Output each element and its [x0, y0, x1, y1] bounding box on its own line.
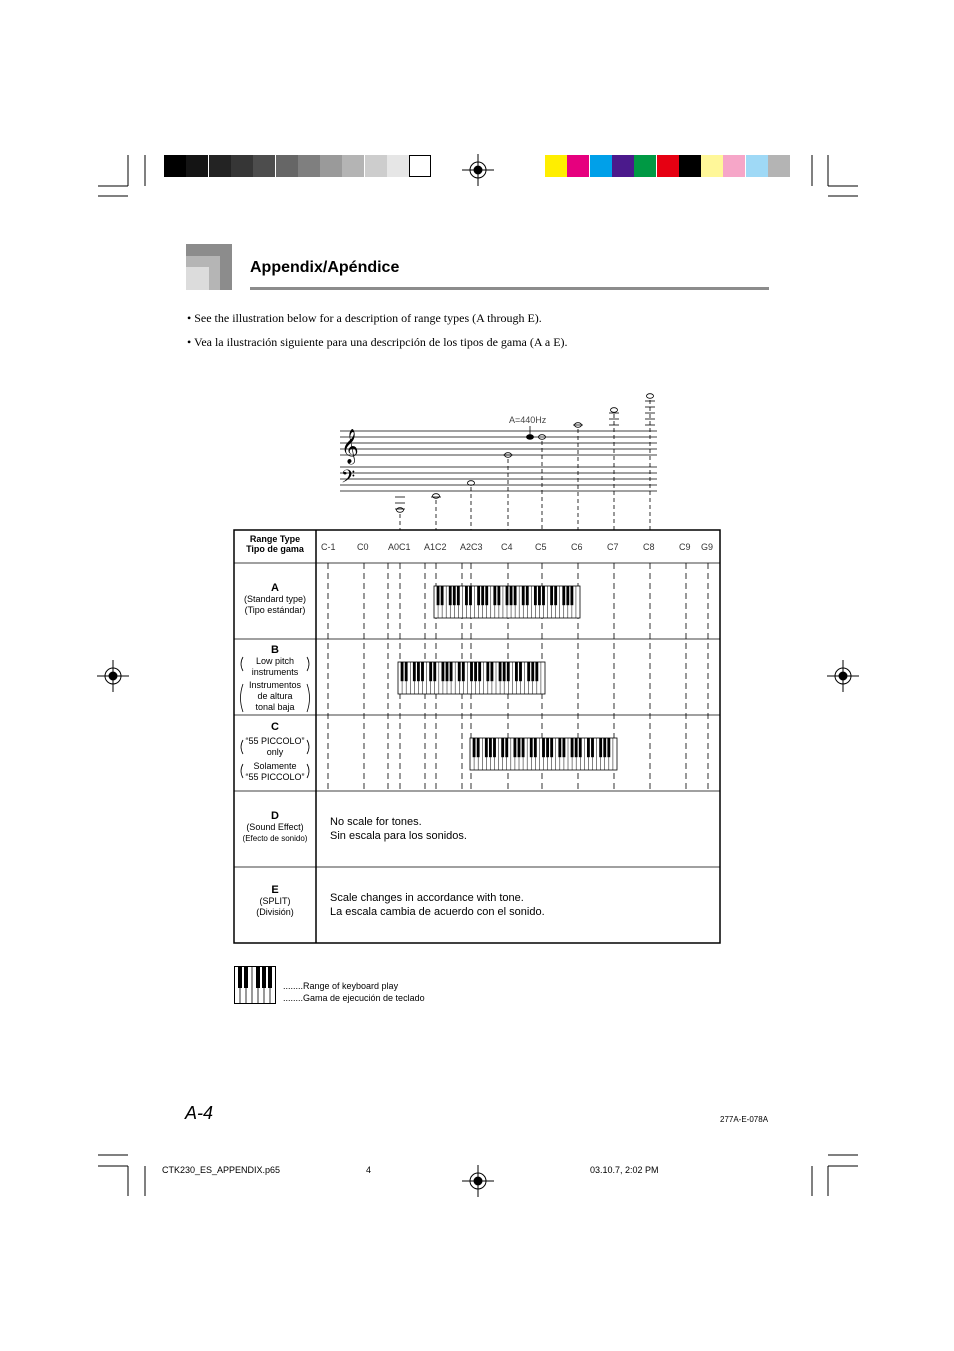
note-label: C6: [571, 542, 583, 552]
page-number: A-4: [185, 1103, 214, 1123]
keyboard-range: [470, 738, 617, 770]
row-b-sub-5: tonal baja: [255, 702, 295, 712]
color-swatch: [545, 155, 567, 177]
keyboard-range: [434, 586, 580, 618]
legend-line-1: ........Range of keyboard play: [283, 981, 399, 991]
row-c-sub-1: “55 PICCOLO”: [245, 736, 305, 746]
registration-mark-bottom: [462, 1165, 494, 1197]
color-swatch: [186, 155, 208, 177]
note-label: C9: [679, 542, 691, 552]
color-swatch: [231, 155, 253, 177]
row-c-sub-3: Solamente: [253, 761, 297, 771]
registration-mark-right: [827, 660, 859, 692]
note-label: G9: [701, 542, 714, 552]
color-swatch: [679, 155, 701, 177]
note-label: A2C3: [460, 542, 483, 552]
row-label-e: [234, 884, 316, 918]
treble-clef-icon: 𝄞: [341, 429, 359, 464]
table-header-range-type: [234, 534, 316, 554]
color-swatch: [590, 155, 612, 177]
color-swatch: [723, 155, 745, 177]
row-b-letter: B: [271, 644, 279, 656]
note-label: C5: [535, 542, 547, 552]
color-swatch: [276, 155, 298, 177]
row-e-sub-1: (SPLIT): [259, 896, 291, 906]
keyboard-range: [398, 662, 545, 694]
row-b-sub-2: instruments: [251, 667, 299, 677]
color-swatch: [320, 155, 342, 177]
color-swatch: [746, 155, 768, 177]
row-c-sub-2: only: [266, 747, 284, 757]
note-label: C-1: [321, 542, 336, 552]
color-swatch: [209, 155, 231, 177]
registration-mark-left: [97, 660, 129, 692]
color-swatch: [612, 155, 634, 177]
row-b-sub-1: Low pitch: [255, 656, 295, 666]
color-swatch: [365, 155, 387, 177]
color-swatch: [342, 155, 364, 177]
registration-mark-top: [462, 154, 494, 186]
color-swatch: [253, 155, 275, 177]
note-label: A0C1: [388, 542, 411, 552]
legend-keyboard-icon: [234, 966, 276, 1004]
header-line-1: Range Type: [249, 534, 301, 544]
color-swatch: [387, 155, 409, 177]
row-d-sub-1: (Sound Effect): [246, 822, 304, 832]
keyboard-range-bars: [398, 586, 617, 770]
color-swatch: [567, 155, 589, 177]
row-label-c: [234, 721, 316, 783]
a440-label: A=440Hz: [509, 415, 547, 425]
row-c-letter: C: [271, 721, 279, 733]
header-rule: [250, 287, 769, 290]
row-a-sub-1: (Standard type): [243, 594, 307, 604]
row-b-sub-3: Instrumentos: [248, 680, 302, 690]
note-label: C4: [501, 542, 513, 552]
row-b-sub-4: de altura: [257, 691, 293, 701]
row-a-sub-2: (Tipo estándar): [244, 605, 306, 615]
row-label-d: [234, 810, 316, 844]
row-label-b: [234, 644, 316, 713]
footer-date: 03.10.7, 2:02 PM: [590, 1165, 659, 1175]
row-e-description: [330, 891, 545, 919]
legend-line-2: ........Gama de ejecución de teclado: [283, 993, 425, 1003]
section-title: Appendix/Apéndice: [250, 259, 400, 276]
row-label-a: [234, 582, 316, 616]
doc-code: 277A-E-078A: [720, 1115, 769, 1124]
bullet-spanish: • Vea la ilustración siguiente para una descripción de los tipos de gama (A a E).: [187, 335, 568, 349]
color-swatch: [409, 155, 431, 177]
row-e-desc-1: Scale changes in accordance with tone.: [330, 892, 524, 904]
note-label: C0: [357, 542, 369, 552]
staff-notes: [395, 394, 655, 513]
color-swatch: [657, 155, 679, 177]
row-d-description: [330, 815, 467, 843]
row-e-desc-2: La escala cambia de acuerdo con el sonido.: [330, 906, 545, 918]
bass-clef-icon: 𝄢: [341, 467, 356, 492]
row-c-sub-4: “55 PICCOLO”: [245, 772, 305, 782]
row-a-letter: A: [271, 582, 279, 594]
footer-page: 4: [366, 1165, 372, 1175]
row-d-desc-2: Sin escala para los sonidos.: [330, 830, 467, 842]
music-staff: [340, 431, 657, 491]
note-label: A1C2: [424, 542, 447, 552]
legend-text: [283, 980, 425, 1004]
row-d-desc-1: No scale for tones.: [330, 816, 422, 828]
color-swatch: [164, 155, 186, 177]
color-swatch: [701, 155, 723, 177]
color-swatch: [634, 155, 656, 177]
row-e-letter: E: [271, 884, 279, 896]
header-line-2: Tipo de gama: [246, 544, 304, 554]
color-swatch: [298, 155, 320, 177]
row-d-sub-2: (Efecto de sonido): [242, 834, 308, 843]
bullet-english: • See the illustration below for a description of range types (A through E).: [187, 311, 542, 325]
note-label: C8: [643, 542, 655, 552]
section-header-icon: [186, 244, 232, 290]
row-e-sub-2: (División): [256, 907, 294, 917]
color-swatch: [768, 155, 790, 177]
row-d-letter: D: [271, 810, 279, 822]
footer-file: CTK230_ES_APPENDIX.p65: [162, 1165, 281, 1175]
note-label: C7: [607, 542, 619, 552]
